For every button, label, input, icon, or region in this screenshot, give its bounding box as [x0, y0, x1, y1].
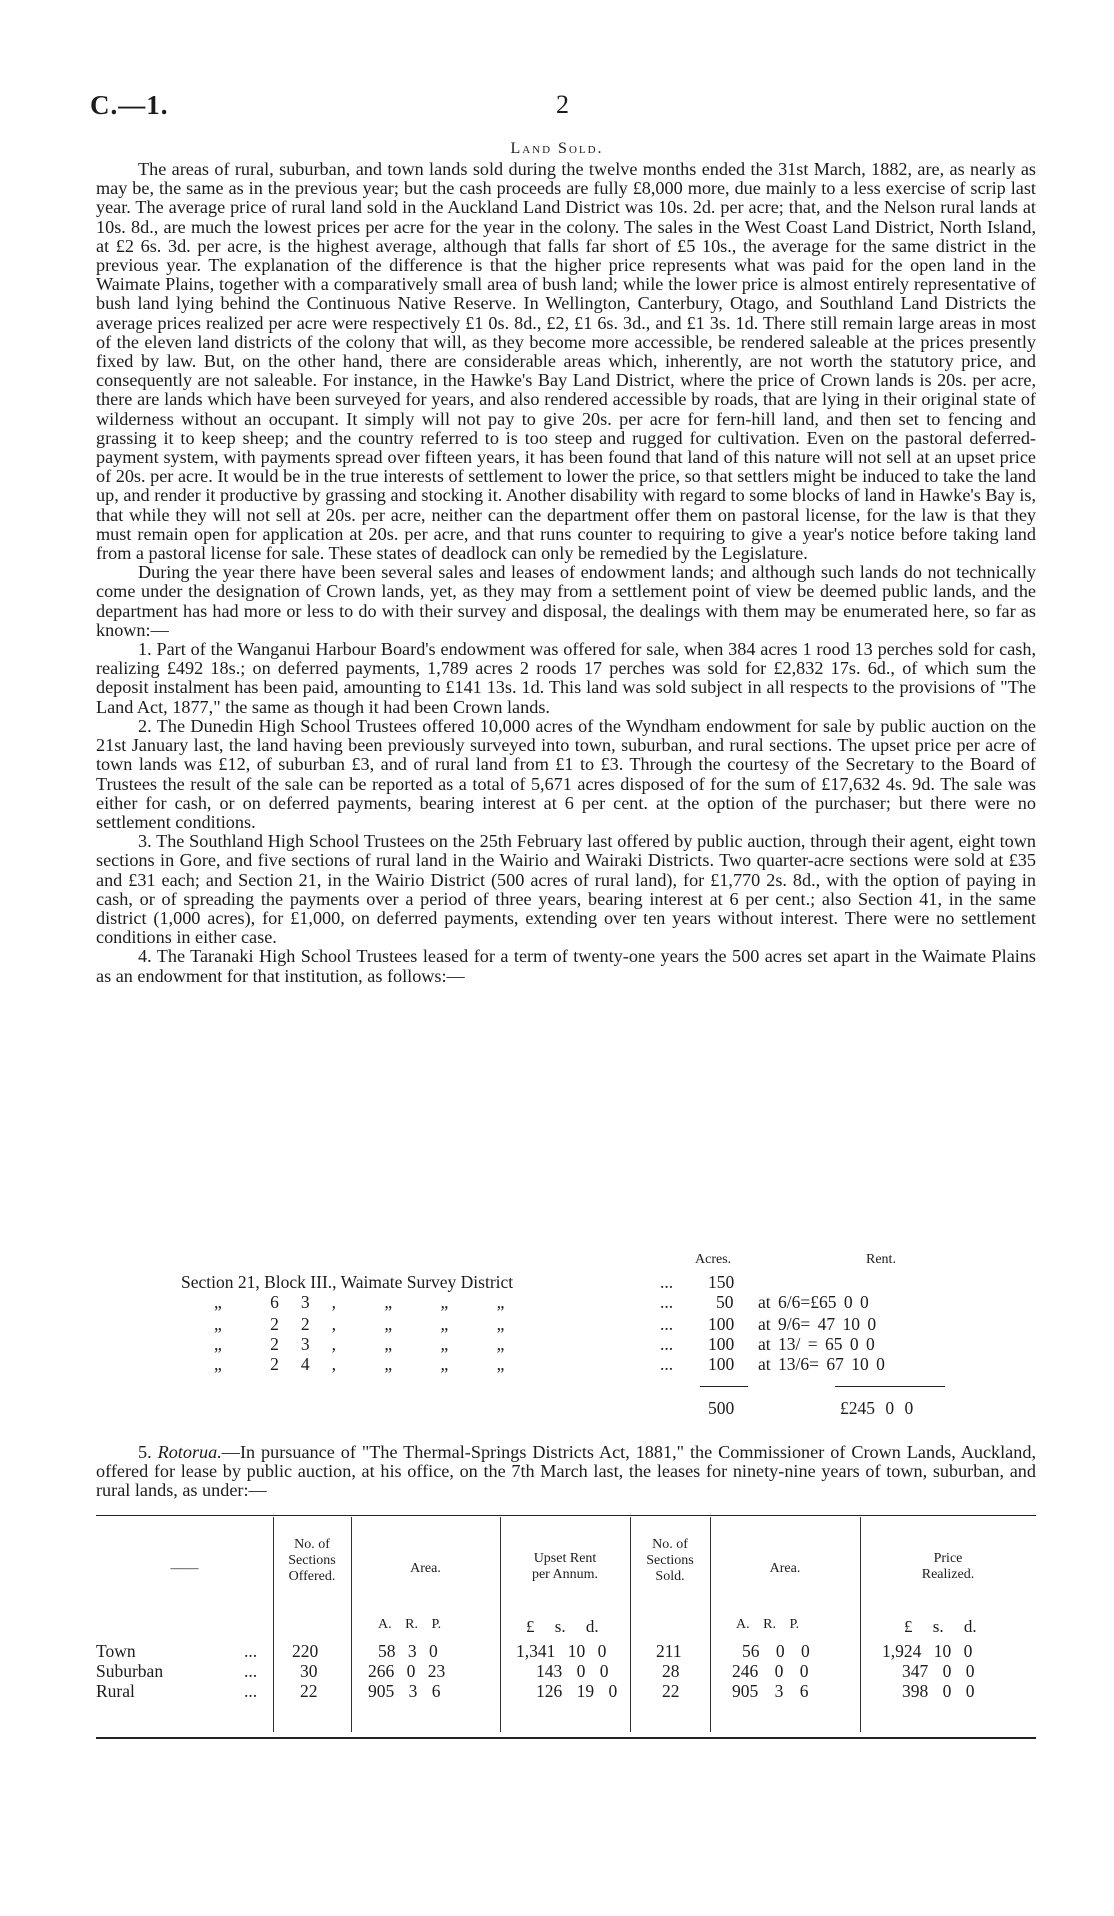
lease-row: Section 21, Block III., Waimate Survey District ... 150	[181, 1272, 735, 1292]
section-title: Land Sold.	[510, 140, 604, 157]
body-text	[96, 160, 1036, 986]
paragraph-dunedin: 2. The Dunedin High School Trustees offered 10,000 acres of the Wyndham endowment for sale by public auction on the 21st January last, the land having been previously surveyed into town, suburban, and rural sections. The upset price per acre of town lands was £12, of suburban £3, and of rural land from £1 to £3. Through the courtesy of the Secretary to the Board of Trustees the result of the sale can be reported as a total of 5,671 acres disposed of for the sum of £17,632 4s. 9d. The sale was either for cash, or on deferred payments, bearing interest at 6 per cent. at the option of the purchaser; but there were no settlement conditions.	[96, 715, 1036, 832]
rotorua-paragraph: 5. Rotorua.—In pursuance of "The Thermal-Springs Districts Act, 1881," the Commissioner of Crown Lands, Auckland, offered for lease by public auction, at his office, on the 7th March last, the leases for ninety-nine years of town, suburban, and rural lands, as under:—	[96, 1442, 1036, 1501]
lease-col-rent: Rent.	[866, 1252, 896, 1267]
paragraph-southland: 3. The Southland High School Trustees on the 25th February last offered by public auction, through their agent, eight town sections in Gore, and five sections of rural land in the Wairio and Wairaki Districts. Two quarter-acre sections were sold at £35 and £31 each; and Section 21, in the Wairio District (500 acres of rural land), for £1,770 2s. 8d., with the option of paying in cash, or of spreading the payments over a period of three years, bearing interest at 6 per cent.; also Section 41, in the same district (1,000 acres), for £1,000, on deferred payments, extending over ten years without interest. There were no settlement conditions in either case.	[96, 831, 1036, 948]
table-row: Rural ... 22 905 3 6 126 19 0 22 905 3 6 398 0 0	[96, 1681, 975, 1701]
header-area-offered: Area.	[410, 1561, 441, 1576]
page-number: 2	[556, 90, 569, 119]
header-blank: ——	[170, 1561, 199, 1576]
rotorua-title: Rotorua.	[157, 1442, 222, 1462]
header-sold: No. of Sections Sold.	[646, 1537, 694, 1584]
unit-arp: A. R. P.	[736, 1617, 800, 1632]
lease-row: „ 24, „ „ „ ... 100 at 13/6= 67 10 0	[214, 1354, 885, 1374]
table-top-rule	[96, 1515, 1036, 1516]
lease-total-rent: £245 0 0	[840, 1398, 914, 1418]
header-price: Price Realized.	[921, 1551, 975, 1582]
lease-row: „ 23, „ „ „ ... 100 at 13/ = 65 0 0	[214, 1334, 875, 1354]
table-bottom-rule	[96, 1737, 1036, 1739]
unit-money: £ s. d.	[526, 1617, 599, 1636]
rotorua-paragraph-wrap	[96, 1443, 1036, 1501]
unit-arp: A. R. P.	[378, 1617, 442, 1632]
lease-row: „ 22, „ „ „ ... 100 at 9/6= 47 10 0	[214, 1314, 877, 1334]
paragraph-endowment: During the year there have been several sales and leases of endowment lands; and although such lands do not technically come under the designation of Crown lands, yet, as they may from a settlement point of view be deemed public lands, and the department has had more or less to do with their survey and disposal, the dealings with them may be enumerated here, so far as known:—	[96, 562, 1036, 640]
lease-total-acres: 500	[708, 1398, 735, 1418]
paragraph-taranaki: 4. The Taranaki High School Trustees leased for a term of twenty-one years the 500 acres set apart in the Waimate Plains as an endowment for that institution, as follows:—	[96, 946, 1036, 986]
document-reference: C.—1.	[90, 90, 169, 120]
unit-money: £ s. d.	[904, 1617, 977, 1636]
header-offered: No. of Sections Offered.	[288, 1537, 336, 1584]
paragraph-wanganui: 1. Part of the Wanganui Harbour Board's endowment was offered for sale, when 384 acres 1 rood 13 perches sold for cash, realizing £492 18s.; on deferred payments, 1,789 acres 2 roods 17 perches was sold for £2,832 17s. 6d., of which sum the deposit instalment has been paid, amounting to £141 13s. 1d. This land was sold subject in all respects to the provisions of "The Land Act, 1877," the same as though it had been Crown lands.	[96, 639, 1036, 717]
sections-table	[96, 1517, 1036, 1737]
header-upset-rent: Upset Rent per Annum.	[531, 1551, 599, 1582]
table-row: Suburban ... 30 266 0 23 143 0 0 28 246 0 0 347 0 0	[96, 1661, 975, 1681]
rent-total-rule	[835, 1386, 945, 1387]
lease-total-row	[0, 1398, 1114, 1418]
paragraph-land-sold: The areas of rural, suburban, and town lands sold during the twelve months ended the 31st March, 1882, are, as nearly as may be, the same as in the previous year; but the cash proceeds are fully £8,000 more, due mainly to a less exercise of scrip last year. The average price of rural land sold in the Auckland Land District was 10s. 2d. per acre; that, and the Nelson rural lands at 10s. 8d., are much the lowest prices per acre for the year in the colony. The sales in the West Coast Land District, North Island, at £2 6s. 3d. per acre, is the highest average, although that falls far short of £5 10s., the average for the same district in the previous year. The explanation of the difference is that the higher price represents what was paid for the open land in the Waimate Plains, together with a comparatively small area of bush land; while the lower price is almost entirely representative of bush land lying behind the Continuous Native Reserve. In Wellington, Canterbury, Otago, and Southland Land Districts the average prices realized per acre were respectively £1 0s. 8d., £2, £1 6s. 3d., and £1 3s. 1d. There still remain large areas in most of the eleven land districts of the colony that will, as they become more accessible, be rendered saleable at the prices presently fixed by law. But, on the other hand, there are considerable areas which, inherently, are not worth the statutory price, and consequently are not saleable. For instance, in the Hawke's Bay Land District, where the price of Crown lands is 20s. per acre, there are lands which have been surveyed for years, and also rendered accessible by roads, that are lying in their original state of wilderness without an occupant. It simply will not pay to give 20s. per acre for fern-hill land, and then set to fencing and grassing it to keep sheep; and the country referred to is too steep and rugged for cultivation. Even on the pastoral deferred-payment system, with payments spread over fifteen years, it has been found that land of this nature will not sell at an upset price of 20s. per acre. It would be in the true interests of settlement to lower the price, so that settlers might be induced to take the land up, and render it productive by grassing and stocking it. Another disability with regard to some blocks of land in Hawke's Bay is, that while they will not sell at 20s. per acre, neither can the department offer them on pastoral license, for the law is that they must remain open for application at 20s. per acre, and that runs counter to requiring to give a year's notice before taking land from a pastoral license for sale. These states of deadlock can only be remedied by the Legislature.	[96, 159, 1036, 564]
table-row: Town ... 220 58 3 0 1,341 10 0 211 56 0 0 1,924 10 0	[96, 1641, 973, 1661]
lease-row: „ 63, „ „ „ ... 50 at 6/6=£65 0 0	[214, 1292, 869, 1312]
header-area-sold: Area.	[769, 1561, 801, 1576]
acres-total-rule	[700, 1386, 748, 1387]
lease-col-acres: Acres.	[695, 1252, 732, 1267]
